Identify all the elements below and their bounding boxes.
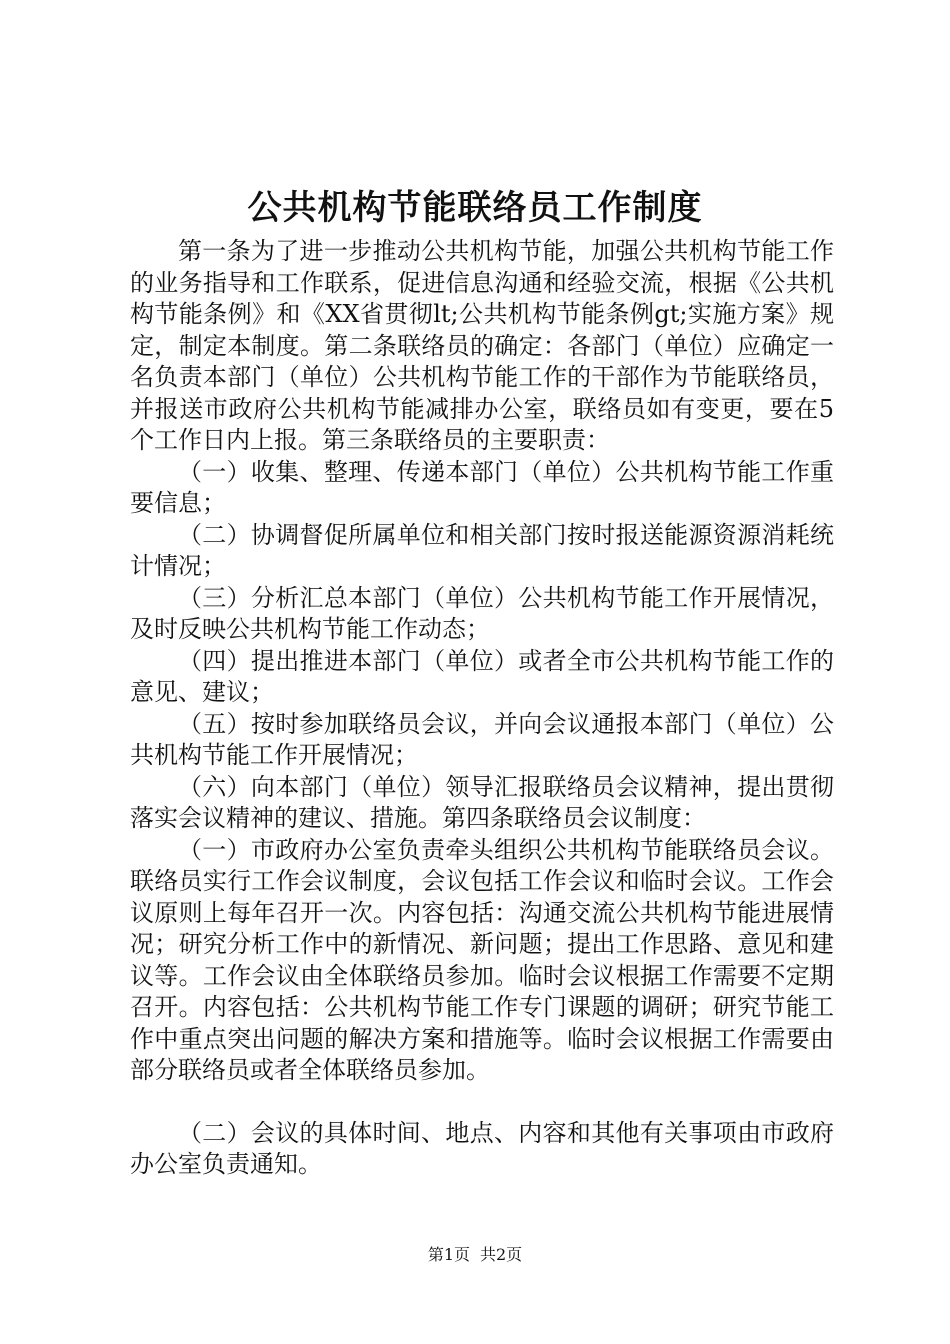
paragraph-duty-6: （六）向本部门（单位）领导汇报联络员会议精神，提出贯彻落实会议精神的建议、措施。第四条联络员会议制度：	[130, 772, 834, 832]
paragraph-duty-2: （二）协调督促所属单位和相关部门按时报送能源资源消耗统计情况；	[130, 520, 834, 580]
document-title: 公共机构节能联络员工作制度	[247, 188, 703, 228]
paragraph-article-1-3: 第一条为了进一步推动公共机构节能，加强公共机构节能工作的业务指导和工作联系，促进信息沟通和经验交流，根据《公共机构节能条例》和《XX省贯彻lt;公共机构节能条例gt;实施方案》规定，制定本制度。第二条联络员的确定：各部门（单位）应确定一名负责本部门（单位）公共机构节能工作的干部作为节能联络员，并报送市政府公共机构节能减排办公室，联络员如有变更，要在5个工作日内上报。第三条联络员的主要职责：	[130, 237, 834, 454]
document-body	[130, 236, 834, 1181]
paragraph-duty-1: （一）收集、整理、传递本部门（单位）公共机构节能工作重要信息；	[130, 457, 834, 517]
paragraph-duty-5: （五）按时参加联络员会议，并向会议通报本部门（单位）公共机构节能工作开展情况；	[130, 709, 834, 769]
page-total: 共2页	[480, 1245, 523, 1264]
paragraph-meeting-2: （二）会议的具体时间、地点、内容和其他有关事项由市政府办公室负责通知。	[130, 1118, 834, 1178]
page-number: 第1页	[427, 1245, 470, 1264]
paragraph-meeting-1: （一）市政府办公室负责牵头组织公共机构节能联络员会议。联络员实行工作会议制度，会议包括工作会议和临时会议。工作会议原则上每年召开一次。内容包括：沟通交流公共机构节能进展情况；研究分析工作中的新情况、新问题；提出工作思路、意见和建议等。工作会议由全体联络员参加。临时会议根据工作需要不定期召开。内容包括：公共机构节能工作专门课题的调研；研究节能工作中重点突出问题的解决方案和措施等。临时会议根据工作需要由部分联络员或者全体联络员参加。	[130, 835, 834, 1084]
paragraph-duty-3: （三）分析汇总本部门（单位）公共机构节能工作开展情况，及时反映公共机构节能工作动态；	[130, 583, 834, 643]
page-footer	[0, 1244, 950, 1266]
paragraph-duty-4: （四）提出推进本部门（单位）或者全市公共机构节能工作的意见、建议；	[130, 646, 834, 706]
